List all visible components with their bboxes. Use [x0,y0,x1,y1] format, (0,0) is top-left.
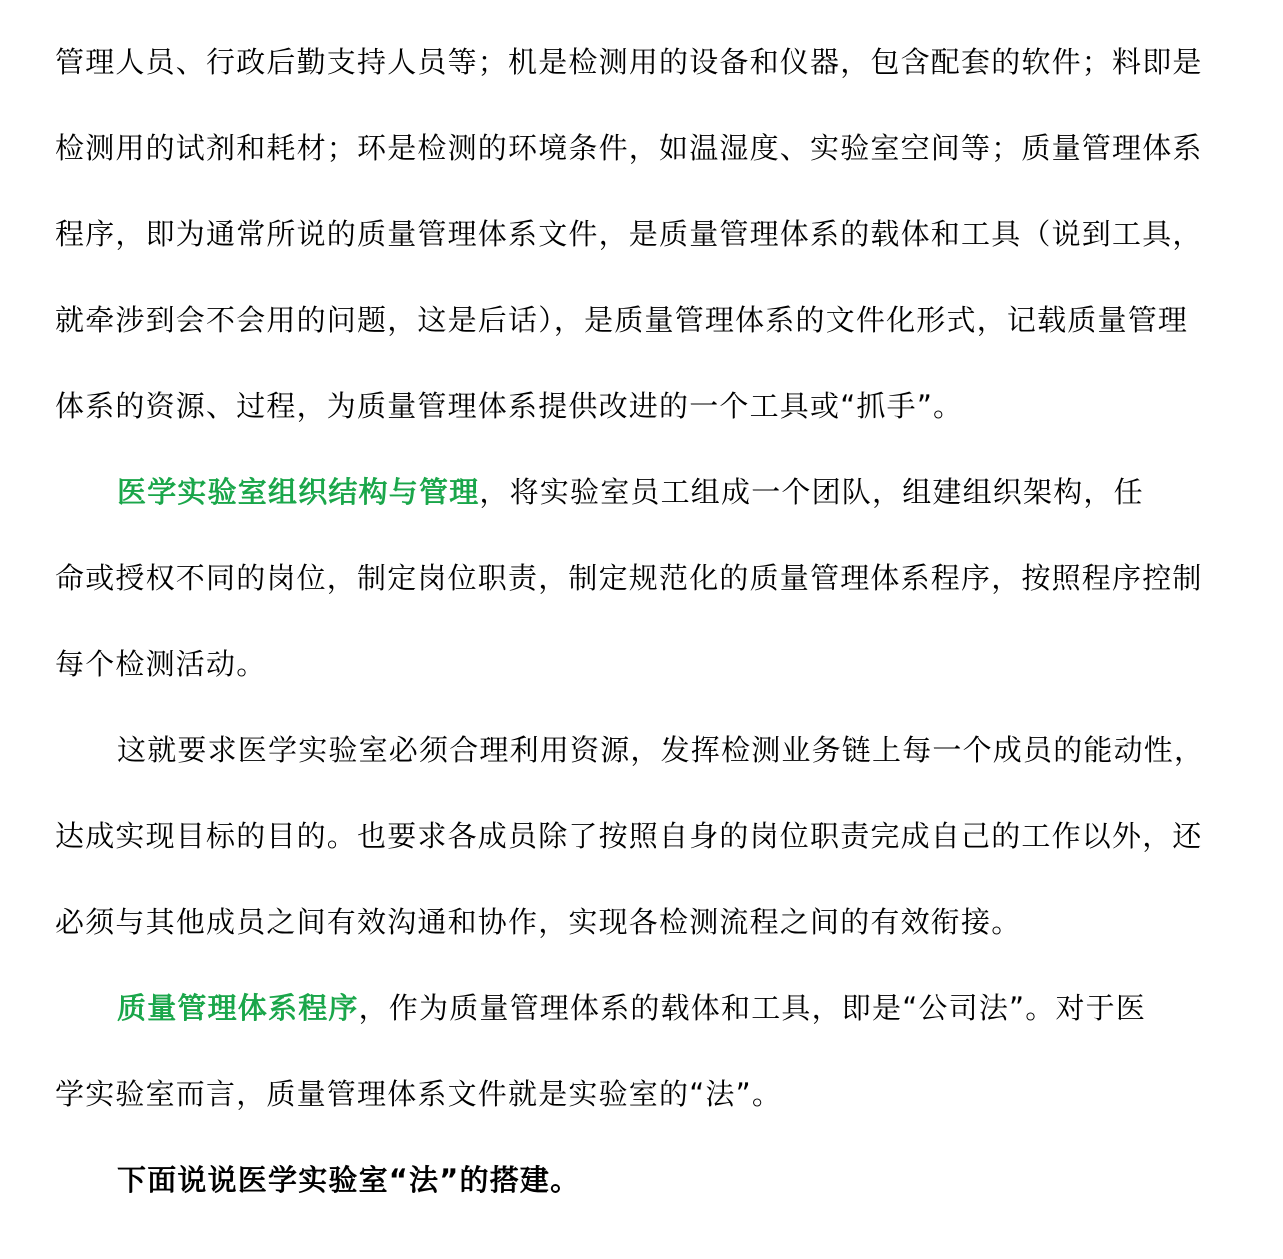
text-line: 就牵涉到会不会用的问题，这是后话），是质量管理体系的文件化形式，记载质量管理 [55,303,1189,337]
paragraph-qms-procedure [55,965,1215,1137]
text-line: 必须与其他成员之间有效沟通和协作，实现各检测流程之间的有效衔接。 [55,905,1022,939]
paragraph-organization [55,449,1215,707]
text-line: 命或授权不同的岗位，制定岗位职责，制定规范化的质量管理体系程序，按照程序控制 [55,561,1203,595]
text-line: 程序，即为通常所说的质量管理体系文件，是质量管理体系的载体和工具（说到工具， [55,217,1203,251]
text-line [55,449,1215,535]
paragraph-next-section [55,1137,1215,1223]
text-line: 管理人员、行政后勤支持人员等；机是检测用的设备和仪器，包含配套的软件；料即是 [55,45,1203,79]
text-span: ，作为质量管理体系的载体和工具，即是“公司法”。对于医 [358,991,1147,1025]
paragraph-resources [55,19,1215,449]
text-line: 体系的资源、过程，为质量管理体系提供改进的一个工具或“抓手”。 [55,389,964,423]
section-lead-in: 下面说说医学实验室“法”的搭建。 [117,1163,581,1197]
text-line: 达成实现目标的目的。也要求各成员除了按照自身的岗位职责完成自己的工作以外，还 [55,819,1203,853]
text-line: 学实验室而言，质量管理体系文件就是实验室的“法”。 [55,1077,783,1111]
text-span: ，将实验室员工组成一个团队，组建组织架构，任 [479,475,1144,509]
text-line: 检测用的试剂和耗材；环是检测的环境条件，如温湿度、实验室空间等；质量管理体系 [55,131,1203,165]
document-page [55,19,1215,1223]
highlight-term-qms-procedure: 质量管理体系程序 [117,991,359,1025]
highlight-term-organization: 医学实验室组织结构与管理 [117,475,480,509]
text-line: 这就要求医学实验室必须合理利用资源，发挥检测业务链上每一个成员的能动性， [117,733,1205,767]
text-line: 每个检测活动。 [55,647,267,681]
text-line [55,965,1215,1051]
paragraph-requirements [55,707,1215,965]
